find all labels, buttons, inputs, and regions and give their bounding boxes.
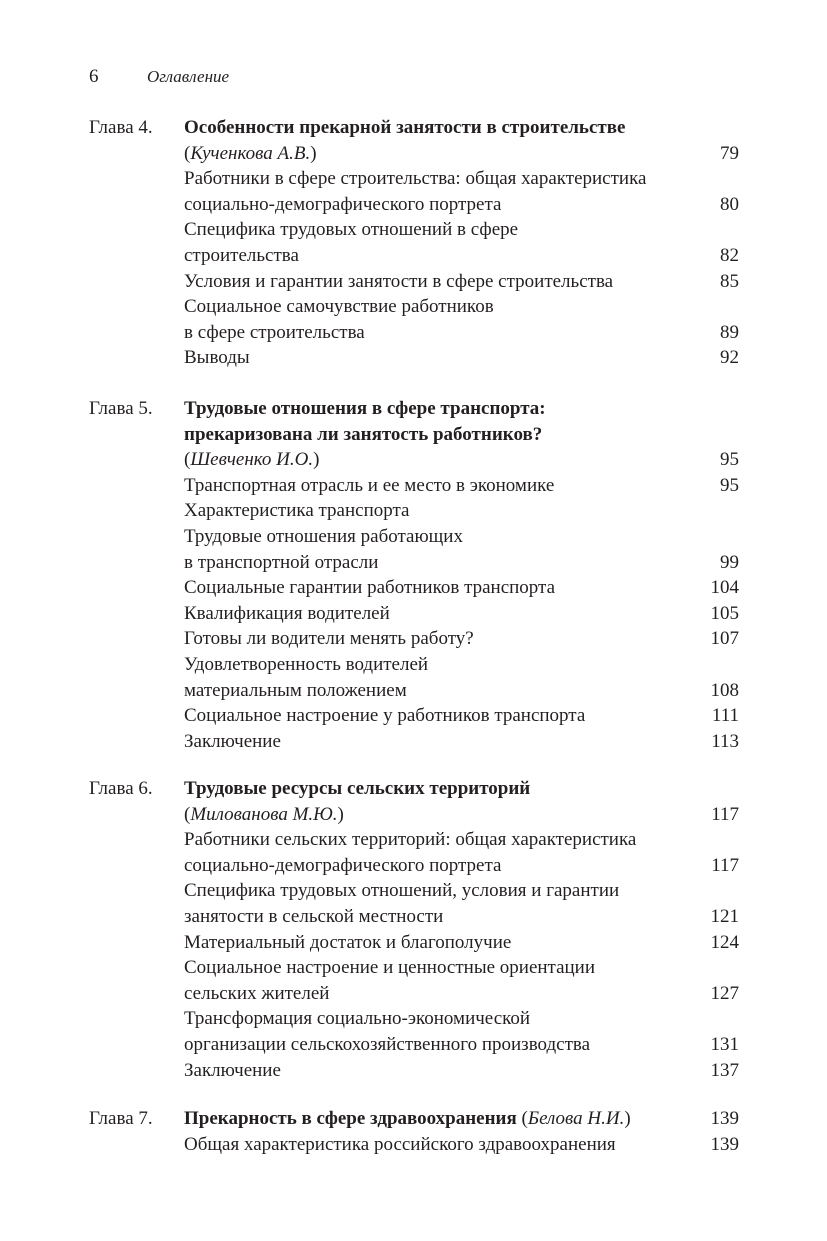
section-title: Готовы ли водители менять работу? bbox=[184, 628, 474, 650]
section-title: Трансформация социально-экономической bbox=[184, 1008, 531, 1030]
section-title: Характеристика транспорта bbox=[184, 500, 410, 522]
page-number: 117 bbox=[711, 854, 739, 876]
page-number: 105 bbox=[710, 602, 739, 624]
section-title: Социальные гарантии работников транспорта bbox=[184, 577, 556, 599]
section-entry bbox=[184, 827, 739, 853]
section-title: сельских жителей bbox=[184, 982, 330, 1004]
section-entry bbox=[184, 345, 739, 371]
section-entry bbox=[184, 626, 739, 652]
page-number: 127 bbox=[710, 982, 739, 1004]
section-entry bbox=[184, 729, 739, 755]
chapter-author: Шевченко И.О. bbox=[190, 449, 314, 471]
section-title: Транспортная отрасль и ее место в экономике bbox=[184, 474, 555, 496]
section-entry bbox=[184, 498, 739, 524]
section-title: в транспортной отрасли bbox=[184, 551, 379, 573]
section-entry bbox=[184, 981, 739, 1007]
section-title: Материальный достаток и благополучие bbox=[184, 931, 512, 953]
section-entry bbox=[184, 678, 739, 704]
chapter-label: Глава 7. bbox=[89, 1108, 153, 1129]
section-entry bbox=[184, 575, 739, 601]
section-entry bbox=[184, 1032, 739, 1058]
section-title: организации сельскохозяйственного производства bbox=[184, 1033, 591, 1055]
section-entry bbox=[184, 878, 739, 904]
page-number: 117 bbox=[711, 803, 739, 825]
section-entry bbox=[184, 1058, 739, 1084]
chapter-author-row bbox=[184, 447, 739, 473]
chapter-entries bbox=[184, 115, 739, 371]
page-number: 92 bbox=[720, 347, 739, 369]
section-title: Удовлетворенность водителей bbox=[184, 653, 429, 675]
chapter-author-line: (Шевченко И.О.) bbox=[184, 449, 320, 471]
chapter-label: Глава 6. bbox=[89, 778, 153, 799]
page-number: 121 bbox=[710, 905, 739, 927]
section-title: Квалификация водителей bbox=[184, 602, 390, 624]
section-entry bbox=[184, 166, 739, 192]
chapter-entries bbox=[184, 1106, 739, 1157]
section-title: Работники сельских территорий: общая характеристика bbox=[184, 829, 637, 851]
section-title: социально-демографического портрета bbox=[184, 854, 502, 876]
section-entry bbox=[184, 269, 739, 295]
section-entry bbox=[184, 217, 739, 243]
page-number: 99 bbox=[720, 551, 739, 573]
page-number: 111 bbox=[711, 705, 739, 727]
section-entry bbox=[184, 853, 739, 879]
page-number: 113 bbox=[711, 730, 739, 752]
section-title: материальным положением bbox=[184, 679, 407, 701]
section-entry bbox=[184, 524, 739, 550]
chapter-title-row bbox=[184, 776, 739, 802]
section-entry bbox=[184, 1006, 739, 1032]
section-title: Специфика трудовых отношений, условия и гарантии bbox=[184, 880, 620, 902]
page-number: 124 bbox=[710, 931, 739, 953]
page-number: 82 bbox=[720, 244, 739, 266]
chapter-author: Кученкова А.В. bbox=[190, 142, 311, 164]
section-entry bbox=[184, 192, 739, 218]
page-number: 137 bbox=[710, 1059, 739, 1081]
chapter-title: Трудовые ресурсы сельских территорий bbox=[184, 778, 531, 799]
section-title: Условия и гарантии занятости в сфере строительства bbox=[184, 270, 614, 292]
section-title: Выводы bbox=[184, 347, 250, 369]
page-number: 139 bbox=[710, 1108, 739, 1129]
page-number: 107 bbox=[710, 628, 739, 650]
page-number: 95 bbox=[720, 449, 739, 471]
section-title: в сфере строительства bbox=[184, 321, 365, 343]
chapter-author-row bbox=[184, 141, 739, 167]
section-title: Общая характеристика российского здравоохранения bbox=[184, 1133, 616, 1155]
section-title: социально-демографического портрета bbox=[184, 193, 502, 215]
chapter-title-row bbox=[184, 1106, 739, 1132]
section-title: Трудовые отношения работающих bbox=[184, 525, 463, 547]
chapter-title-row bbox=[184, 115, 739, 141]
page-number: 79 bbox=[720, 142, 739, 164]
section-entry bbox=[184, 320, 739, 346]
section-entry bbox=[184, 930, 739, 956]
page-number: 95 bbox=[720, 474, 739, 496]
section-title: Социальное настроение и ценностные ориентации bbox=[184, 957, 596, 979]
section-entry bbox=[184, 904, 739, 930]
section-title: Работники в сфере строительства: общая характеристика bbox=[184, 168, 647, 190]
section-title: Заключение bbox=[184, 1059, 281, 1081]
page-number: 89 bbox=[720, 321, 739, 343]
chapter-title-row bbox=[184, 396, 739, 422]
page-number: 80 bbox=[720, 193, 739, 215]
chapter-title-line: Прекарность в сфере здравоохранения (Белова Н.И.) bbox=[184, 1108, 631, 1129]
chapter-title: Прекарность в сфере здравоохранения bbox=[184, 1108, 517, 1129]
chapter-author: Милованова М.Ю. bbox=[190, 803, 338, 825]
chapter-title: Трудовые отношения в сфере транспорта: bbox=[184, 398, 546, 419]
chapter-author-line: (Кученкова А.В.) bbox=[184, 142, 317, 164]
chapter-title: Особенности прекарной занятости в строительстве bbox=[184, 117, 626, 138]
running-title: Оглавление bbox=[147, 67, 230, 86]
chapter-title-row bbox=[184, 422, 739, 448]
page-number: 108 bbox=[710, 679, 739, 701]
section-entry bbox=[184, 243, 739, 269]
chapter-title: прекаризована ли занятость работников? bbox=[184, 423, 543, 445]
section-entry bbox=[184, 955, 739, 981]
section-entry bbox=[184, 550, 739, 576]
section-entry bbox=[184, 1132, 739, 1158]
chapter-label: Глава 5. bbox=[89, 398, 153, 419]
page-number: 139 bbox=[710, 1133, 739, 1155]
chapter-author: Белова Н.И. bbox=[527, 1108, 625, 1129]
section-entry bbox=[184, 601, 739, 627]
section-entry bbox=[184, 473, 739, 499]
chapter-author-line: (Милованова М.Ю.) bbox=[184, 803, 344, 825]
section-entry bbox=[184, 294, 739, 320]
section-title: Специфика трудовых отношений в сфере bbox=[184, 219, 519, 241]
chapter-entries bbox=[184, 776, 739, 1083]
section-title: Социальное самочувствие работников bbox=[184, 296, 494, 318]
section-title: Заключение bbox=[184, 730, 281, 752]
chapter-label: Глава 4. bbox=[89, 117, 153, 138]
section-entry bbox=[184, 703, 739, 729]
section-title: Социальное настроение у работников транспорта bbox=[184, 705, 586, 727]
page-number: 6 bbox=[89, 66, 99, 87]
page-number: 85 bbox=[720, 270, 739, 292]
page-number: 131 bbox=[710, 1033, 739, 1055]
chapter-entries bbox=[184, 396, 739, 754]
section-title: строительства bbox=[184, 244, 299, 266]
section-entry bbox=[184, 652, 739, 678]
running-header bbox=[89, 66, 229, 88]
chapter-author-row bbox=[184, 802, 739, 828]
section-title: занятости в сельской местности bbox=[184, 905, 444, 927]
page-number: 104 bbox=[710, 577, 739, 599]
